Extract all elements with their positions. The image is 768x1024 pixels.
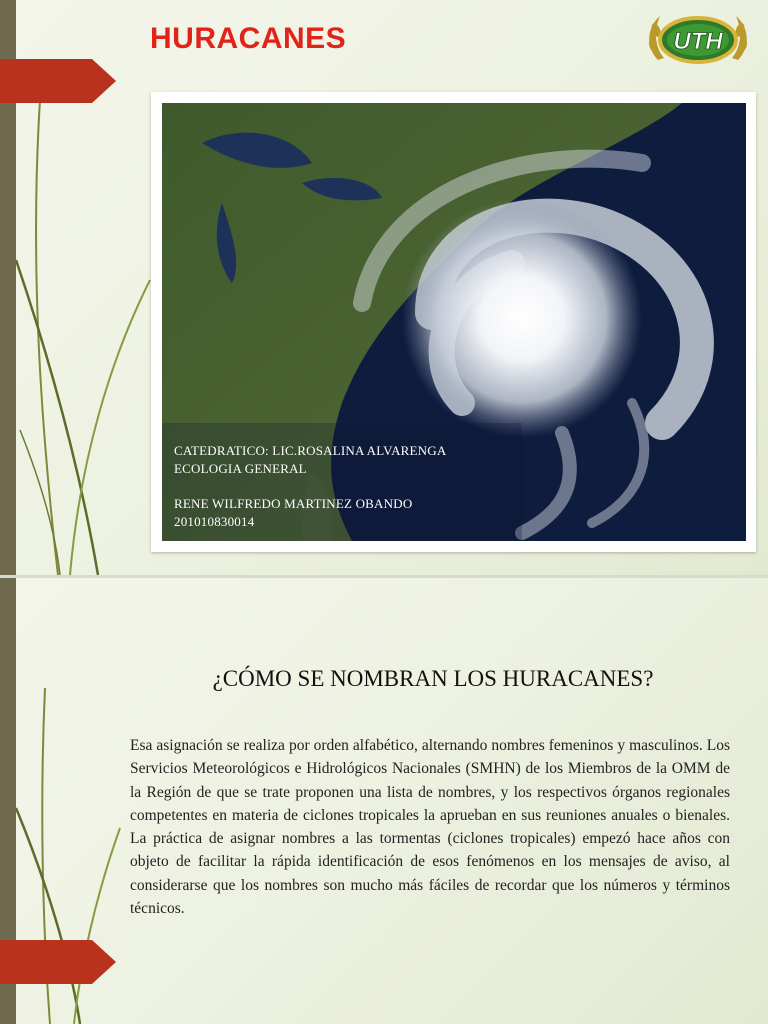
caption-student: RENE WILFREDO MARTINEZ OBANDO (174, 496, 413, 511)
caption-course: ECOLOGIA GENERAL (174, 461, 307, 476)
caption-student-id: 201010830014 (174, 514, 255, 529)
section-heading: ¿CÓMO SE NOMBRAN LOS HURACANES? (212, 666, 654, 691)
uth-logo (644, 8, 752, 74)
red-arrow-marker (0, 940, 116, 984)
slide-title: HURACANES (150, 22, 347, 55)
red-arrow-marker (0, 59, 116, 103)
slide-2 (0, 578, 768, 1024)
body-paragraph: Esa asignación se realiza por orden alfabético, alternando nombres femeninos y masculinos. Los Servicios Meteorológicos e Hidrológicos Nacionales (SMHN) de los Miembros de la OMM de la Región de que se trate proponen una lista de nombres, y los respectivos órganos regionales competentes en materia de ciclones tropicales la aprueban en sus reuniones anuales o bienales. La práctica de asignar nombres a las tormentas (ciclones tropicales) empezó hace años con objeto de facilitar la rápida identificación de esos fenómenos en los mensajes de aviso, al considerarse que los nombres son mucho más fáciles de recordar que los números y términos técnicos. (130, 737, 730, 918)
logo-text: UTH (673, 28, 723, 55)
caption-teacher: CATEDRATICO: LIC.ROSALINA ALVARENGA (174, 443, 447, 458)
